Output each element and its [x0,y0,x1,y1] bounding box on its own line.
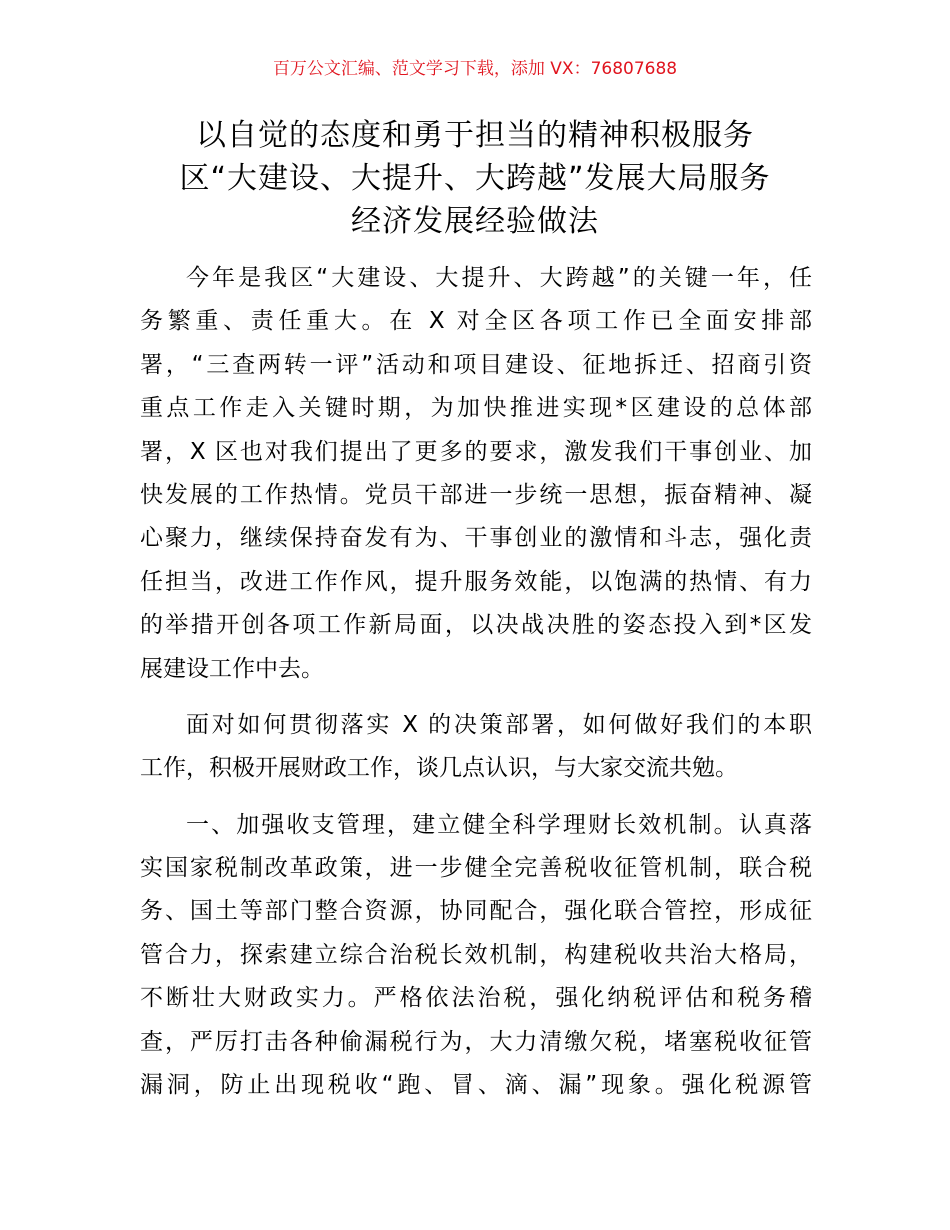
title-line: 经济发展经验做法 [351,204,599,239]
text-line: 署，“三查两转一评”活动和项目建设、征地拆迁、招商引资 [140,351,812,378]
document-title [100,114,850,243]
text-line: 一、加强收支管理，建立健全科学理财长效机制。认真落 [186,811,812,838]
paragraph-section-one [140,804,812,1108]
title-line: 区“大建设、大提升、大跨越”发展大局服务 [179,161,771,196]
document-body [140,257,812,1120]
text-line: 的举措开创各项工作新局面，以决战决胜的姿态投入到*区发 [140,612,812,639]
title-line: 以自觉的态度和勇于担当的精神积极服务 [196,118,754,153]
text-line: 查，严厉打击各种偷漏税行为，大力清缴欠税，堵塞税收征管 [140,1028,812,1055]
text-line: 心聚力，继续保持奋发有为、干事创业的激情和斗志，强化责 [140,525,812,552]
text-line: 工作，积极开展财政工作，谈几点认识，与大家交流共勉。 [140,755,738,782]
text-line: 署，X 区也对我们提出了更多的要求，激发我们干事创业、加 [140,438,812,465]
text-line: 漏洞，防止出现税收“跑、冒、滴、漏”现象。强化税源管 [140,1072,812,1099]
paragraph-transition [140,704,812,791]
text-line: 管合力，探索建立综合治税长效机制，构建税收共治大格局， [140,941,812,968]
text-line: 不断壮大财政实力。严格依法治税，强化纳税评估和税务稽 [140,985,812,1012]
text-line: 快发展的工作热情。党员干部进一步统一思想，振奋精神、凝 [140,481,812,508]
text-line: 任担当，改进工作作风，提升服务效能，以饱满的热情、有力 [140,568,812,595]
text-line: 务、国土等部门整合资源，协同配合，强化联合管控，形成征 [140,898,812,925]
text-line: 重点工作走入关键时期，为加快推进实现*区建设的总体部 [140,395,812,422]
header-promo-note: 百万公文汇编、范文学习下载，添加 VX：76807688 [272,59,678,79]
text-line: 展建设工作中去。 [140,655,324,682]
paragraph-intro [140,257,812,691]
text-line: 务繁重、责任重大。在 X 对全区各项工作已全面安排部 [140,308,812,335]
text-line: 实国家税制改革政策，进一步健全完善税收征管机制，联合税 [140,855,812,882]
text-line: 面对如何贯彻落实 X 的决策部署，如何做好我们的本职 [186,711,812,738]
text-line: 今年是我区“大建设、大提升、大跨越”的关键一年，任 [186,265,812,291]
